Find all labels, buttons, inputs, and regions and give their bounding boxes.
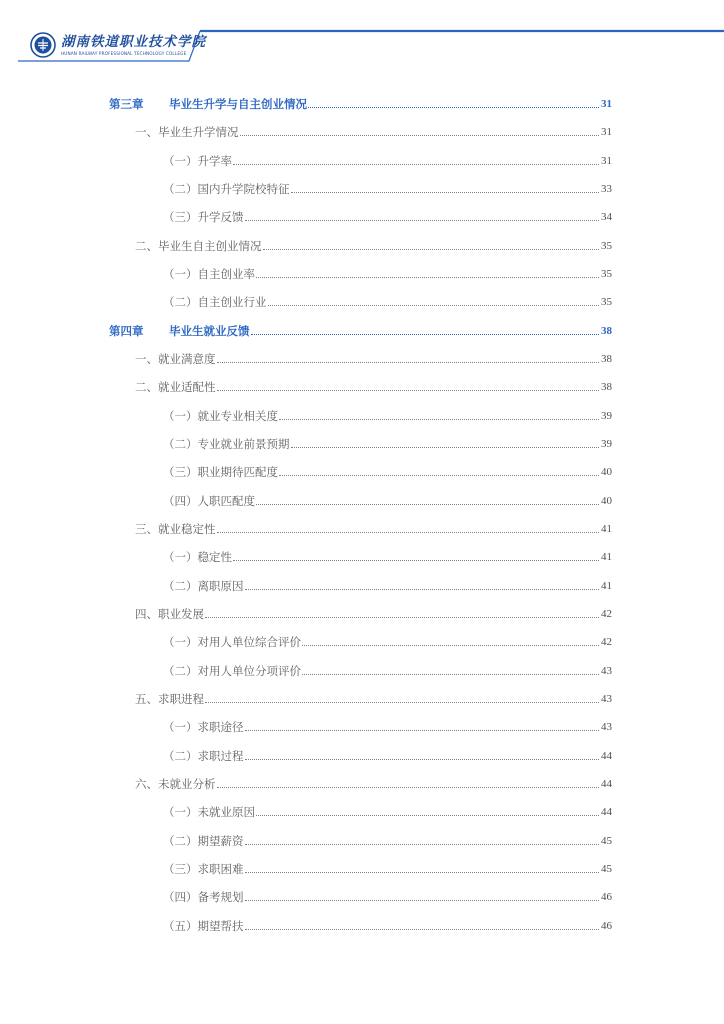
toc-item[interactable] bbox=[163, 290, 612, 310]
page-number: 38 bbox=[601, 353, 612, 365]
page-number: 41 bbox=[601, 580, 612, 592]
toc-item[interactable] bbox=[163, 460, 612, 480]
toc-item[interactable] bbox=[163, 885, 612, 905]
page-number: 45 bbox=[601, 863, 612, 875]
toc-item-title: （二）国内升学院校特征 bbox=[163, 182, 290, 196]
page-number: 40 bbox=[601, 495, 612, 507]
chapter-title: 毕业生就业反馈 bbox=[169, 324, 250, 338]
leader-dots bbox=[291, 192, 600, 193]
toc-item-title: （四）人职匹配度 bbox=[163, 494, 255, 508]
toc-item-title: （四）备考规划 bbox=[163, 890, 244, 904]
leader-dots bbox=[245, 759, 600, 760]
page-number: 46 bbox=[601, 891, 612, 903]
leader-dots bbox=[256, 504, 599, 505]
toc-item[interactable] bbox=[163, 545, 612, 565]
page-number: 45 bbox=[601, 835, 612, 847]
toc-item[interactable] bbox=[163, 205, 612, 225]
toc-item[interactable] bbox=[163, 489, 612, 509]
chapter-number: 第三章 bbox=[109, 97, 144, 111]
toc-item[interactable] bbox=[163, 715, 612, 735]
toc-item[interactable] bbox=[163, 744, 612, 764]
page-number: 43 bbox=[601, 665, 612, 677]
leader-dots bbox=[302, 674, 599, 675]
leader-dots bbox=[279, 475, 599, 476]
toc-item-title: （三）升学反馈 bbox=[163, 210, 244, 224]
school-logo bbox=[30, 32, 206, 58]
leader-dots bbox=[256, 277, 599, 278]
page-number: 41 bbox=[601, 551, 612, 563]
toc-item-title: 四、职业发展 bbox=[135, 607, 204, 621]
leader-dots bbox=[217, 362, 600, 363]
page-number: 42 bbox=[601, 636, 612, 648]
toc-item-title: （一）就业专业相关度 bbox=[163, 409, 278, 423]
toc-item[interactable] bbox=[163, 432, 612, 452]
page-number: 34 bbox=[601, 211, 612, 223]
page-number: 38 bbox=[601, 381, 612, 393]
page-number: 39 bbox=[601, 410, 612, 422]
toc-item-title: 五、求职进程 bbox=[135, 692, 204, 706]
leader-dots bbox=[263, 249, 600, 250]
school-name-en: HUNAN RAILWAY PROFESSIONAL TECHNOLOGY COLLEGE bbox=[61, 50, 187, 56]
toc-item[interactable] bbox=[163, 800, 612, 820]
leader-dots bbox=[268, 305, 600, 306]
leader-dots bbox=[217, 390, 600, 391]
leader-dots bbox=[233, 560, 599, 561]
toc-item-title: （五）期望帮扶 bbox=[163, 919, 244, 933]
leader-dots bbox=[279, 419, 599, 420]
toc-item[interactable] bbox=[163, 574, 612, 594]
page-number: 33 bbox=[601, 183, 612, 195]
leader-dots bbox=[245, 730, 600, 731]
page-number: 39 bbox=[601, 438, 612, 450]
page-number: 46 bbox=[601, 920, 612, 932]
leader-dots bbox=[245, 220, 600, 221]
page-number: 44 bbox=[601, 778, 612, 790]
toc-item[interactable] bbox=[163, 857, 612, 877]
leader-dots bbox=[251, 334, 600, 335]
page-number: 42 bbox=[601, 608, 612, 620]
toc-item-title: 二、就业适配性 bbox=[135, 380, 216, 394]
toc-chapter-3[interactable] bbox=[109, 92, 612, 112]
toc-item-title: （一）未就业原因 bbox=[163, 805, 255, 819]
page-number: 38 bbox=[601, 325, 612, 337]
toc-item-title: （二）对用人单位分项评价 bbox=[163, 664, 301, 678]
toc-item[interactable] bbox=[163, 177, 612, 197]
leader-dots bbox=[245, 929, 600, 930]
page-number: 43 bbox=[601, 721, 612, 733]
page-number: 31 bbox=[601, 155, 612, 167]
toc-item[interactable] bbox=[135, 120, 612, 140]
toc-item[interactable] bbox=[135, 687, 612, 707]
page-number: 35 bbox=[601, 268, 612, 280]
leader-dots bbox=[205, 702, 599, 703]
leader-dots bbox=[245, 844, 600, 845]
toc-item-title: （一）对用人单位综合评价 bbox=[163, 635, 301, 649]
toc-item-title: （一）稳定性 bbox=[163, 550, 232, 564]
leader-dots bbox=[291, 447, 600, 448]
page-number: 40 bbox=[601, 466, 612, 478]
page-number: 35 bbox=[601, 240, 612, 252]
toc-item-title: （二）专业就业前景预期 bbox=[163, 437, 290, 451]
toc-item[interactable] bbox=[135, 517, 612, 537]
toc-item-title: 一、就业满意度 bbox=[135, 352, 216, 366]
page-number: 41 bbox=[601, 523, 612, 535]
school-emblem-icon bbox=[30, 32, 56, 58]
toc-item[interactable] bbox=[163, 914, 612, 934]
page-number: 44 bbox=[601, 806, 612, 818]
leader-dots bbox=[205, 617, 599, 618]
leader-dots bbox=[240, 135, 600, 136]
toc-item-title: （三）职业期待匹配度 bbox=[163, 465, 278, 479]
toc-item[interactable] bbox=[163, 262, 612, 282]
toc-item-title: （二）自主创业行业 bbox=[163, 295, 267, 309]
leader-dots bbox=[302, 645, 599, 646]
page-number: 44 bbox=[601, 750, 612, 762]
toc-item[interactable] bbox=[163, 404, 612, 424]
toc-item-title: 六、未就业分析 bbox=[135, 777, 216, 791]
chapter-number: 第四章 bbox=[109, 324, 144, 338]
leader-dots bbox=[308, 107, 599, 108]
leader-dots bbox=[245, 900, 600, 901]
page-header bbox=[0, 0, 724, 80]
toc-item-title: 二、毕业生自主创业情况 bbox=[135, 239, 262, 253]
toc-item-title: 一、毕业生升学情况 bbox=[135, 125, 239, 139]
leader-dots bbox=[233, 164, 599, 165]
toc-item[interactable] bbox=[135, 602, 612, 622]
toc-item[interactable] bbox=[163, 149, 612, 169]
toc-item-title: （三）求职困难 bbox=[163, 862, 244, 876]
toc-item-title: （一）升学率 bbox=[163, 154, 232, 168]
toc-item[interactable] bbox=[135, 347, 612, 367]
page-number: 31 bbox=[601, 98, 612, 110]
leader-dots bbox=[217, 532, 600, 533]
page-number: 43 bbox=[601, 693, 612, 705]
page-number: 35 bbox=[601, 296, 612, 308]
toc-item[interactable] bbox=[163, 630, 612, 650]
toc-item-title: （二）求职过程 bbox=[163, 749, 244, 763]
toc-item-title: （一）求职途径 bbox=[163, 720, 244, 734]
chapter-title: 毕业生升学与自主创业情况 bbox=[169, 97, 307, 111]
leader-dots bbox=[217, 787, 600, 788]
toc-item[interactable] bbox=[135, 234, 612, 254]
toc-item[interactable] bbox=[163, 659, 612, 679]
toc-item-title: （二）离职原因 bbox=[163, 579, 244, 593]
leader-dots bbox=[256, 815, 599, 816]
toc-item-title: （一）自主创业率 bbox=[163, 267, 255, 281]
toc-item[interactable] bbox=[135, 375, 612, 395]
toc-chapter-4[interactable] bbox=[109, 319, 612, 339]
leader-dots bbox=[245, 589, 600, 590]
toc-item-title: 三、就业稳定性 bbox=[135, 522, 216, 536]
page-number: 31 bbox=[601, 126, 612, 138]
toc-item-title: （二）期望薪资 bbox=[163, 834, 244, 848]
leader-dots bbox=[245, 872, 600, 873]
toc-item[interactable] bbox=[135, 772, 612, 792]
school-name-cn: 湖南铁道职业技术学院 bbox=[61, 33, 206, 50]
toc-item[interactable] bbox=[163, 829, 612, 849]
